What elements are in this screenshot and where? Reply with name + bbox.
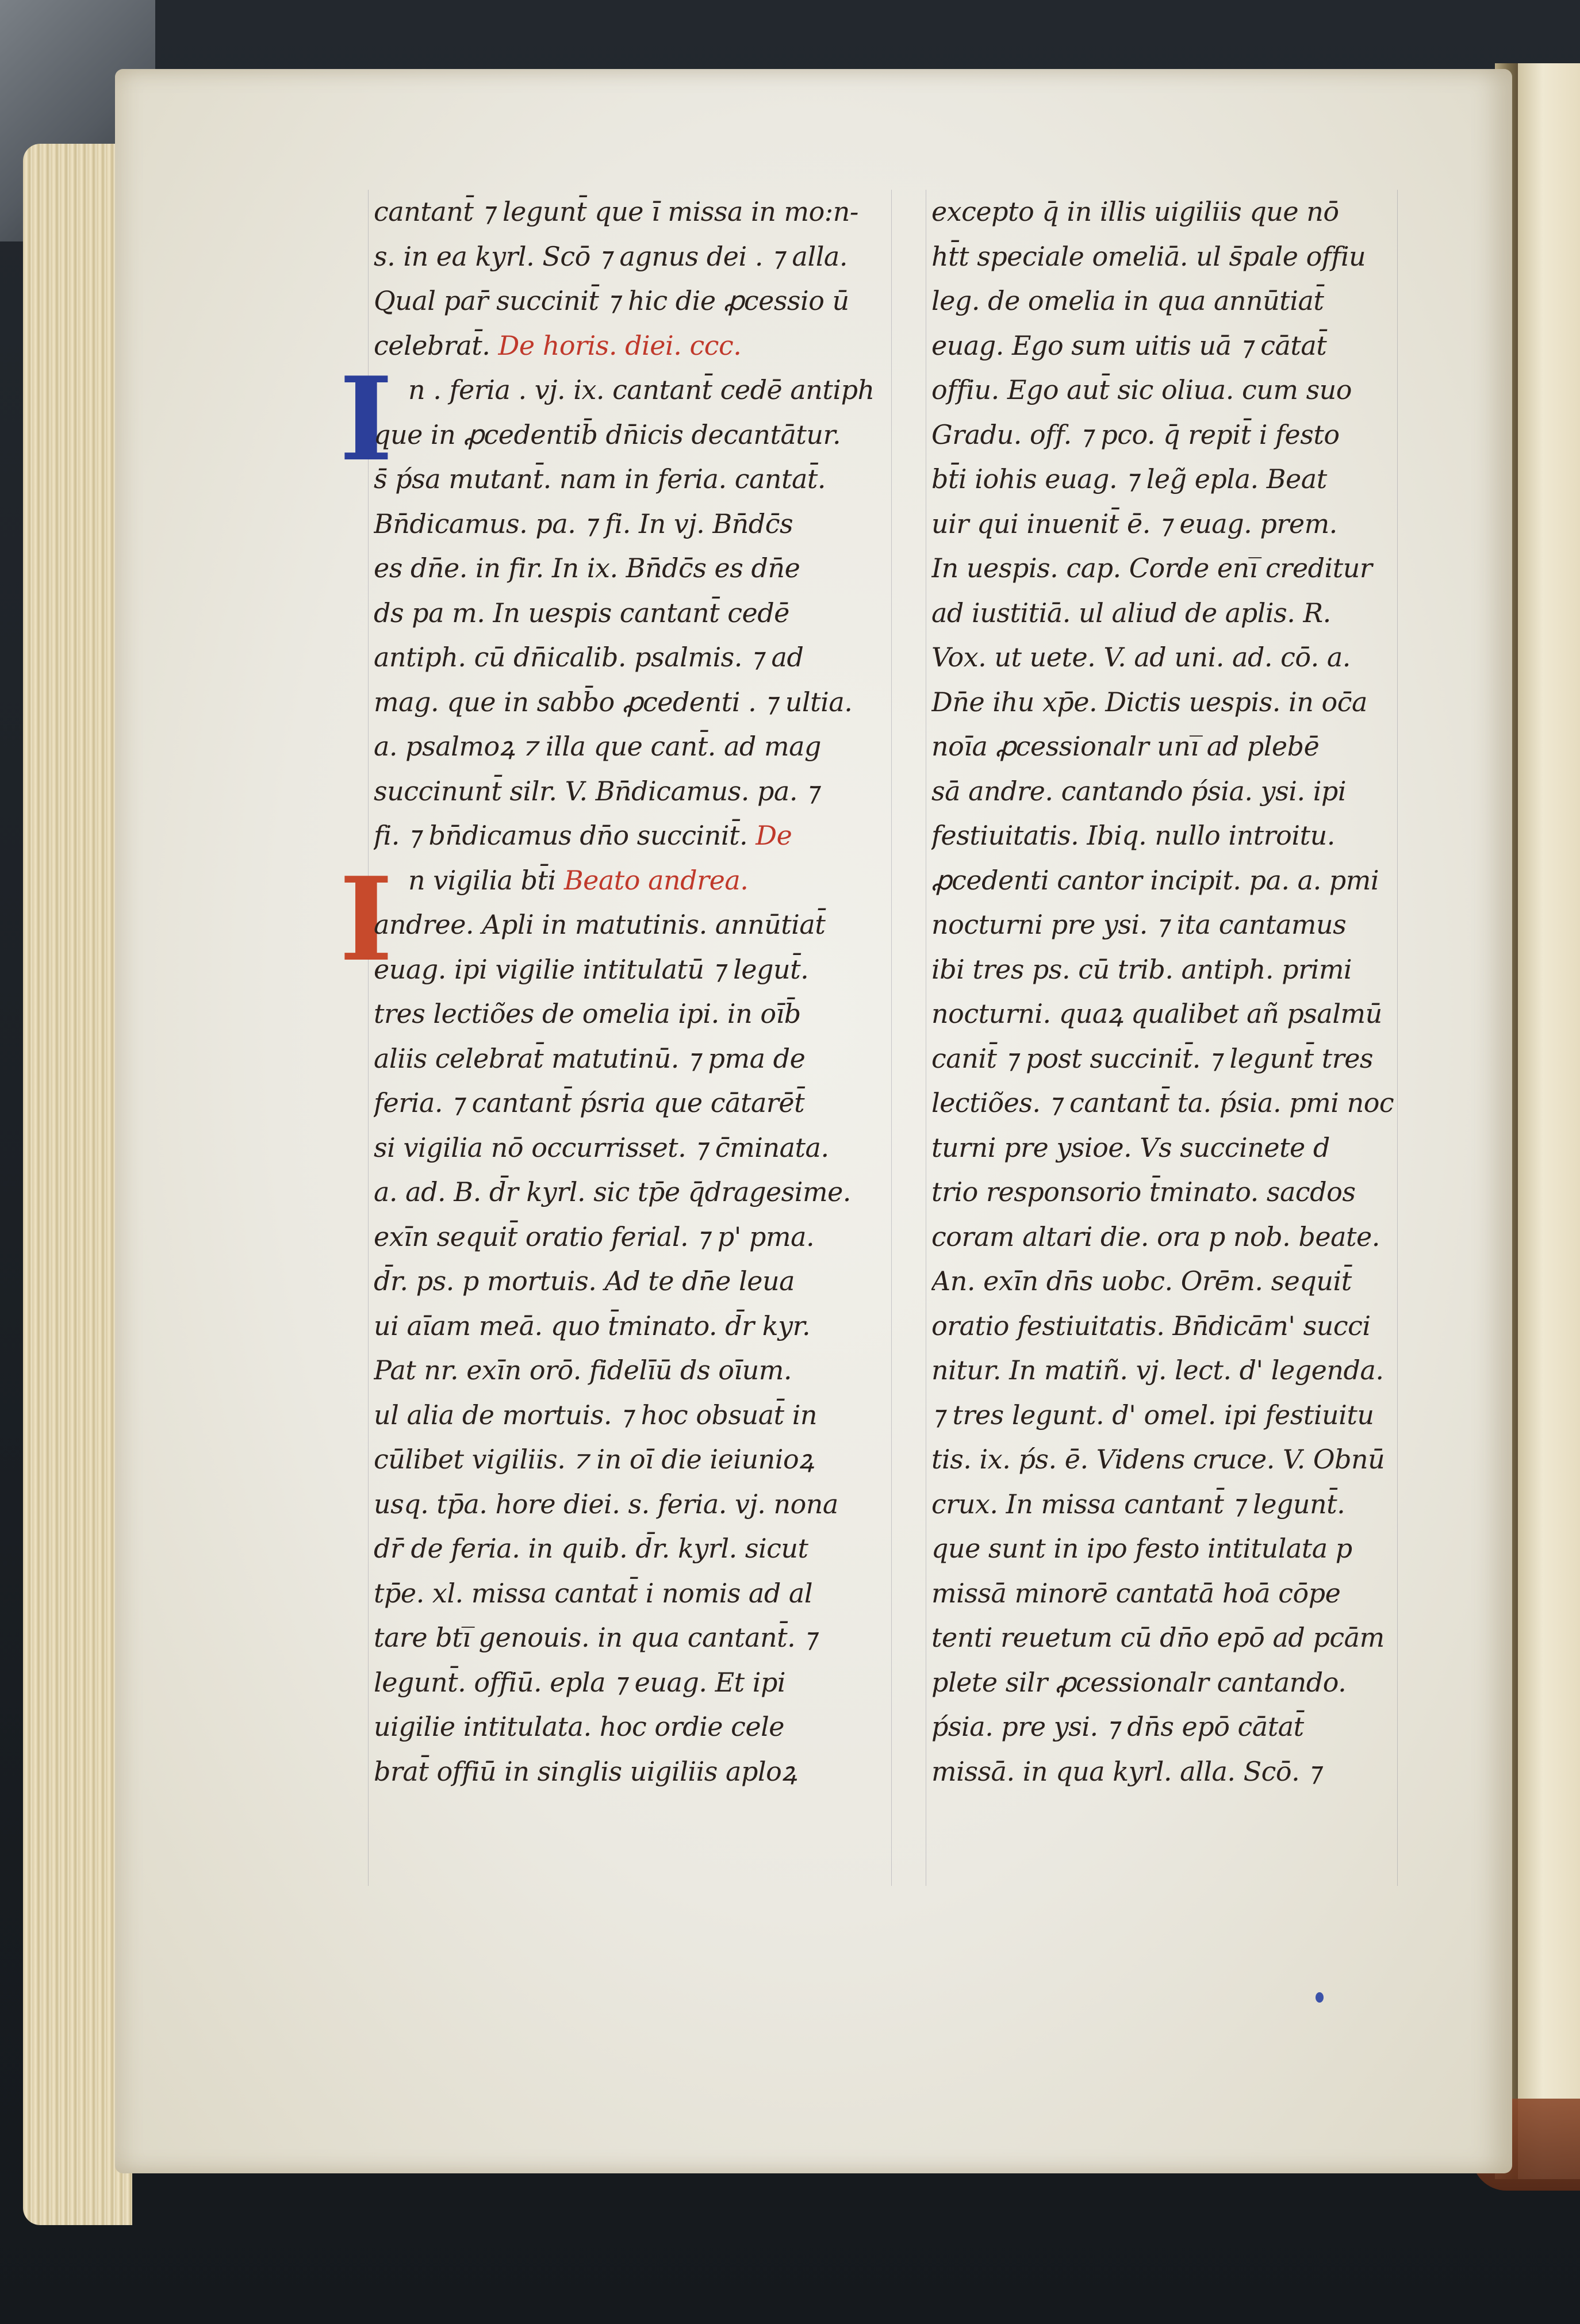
line-text: tres lectiões de omelia ipi. in oīb̄ (374, 998, 801, 1029)
line-text: Bn̄dicamus. pa. ⁊ fi. In vj. Bn̄dc̄s (374, 508, 793, 539)
line-text: celebrat̄. (374, 329, 490, 361)
line-text: nocturni. quaꝝ qualibet añ psalmū (931, 998, 1382, 1029)
line-text: n vigilia bt̄i (408, 864, 556, 896)
text-line (931, 1750, 1437, 1794)
line-text: coram altari die. ora p nob. beate. (931, 1221, 1380, 1252)
text-line (931, 724, 1437, 769)
line-text: missā. in qua kyrl. alla. Scō. ⁊ (931, 1755, 1321, 1787)
text-line (931, 1170, 1437, 1215)
text-line (374, 769, 880, 814)
line-text: que sunt in ipo festo intitulata p (931, 1533, 1352, 1564)
line-text: fi. ⁊ bn̄dicamus dn̄o succinit̄. (374, 820, 748, 851)
line-text: mag. que in sabb̄o ꝓcedenti . ⁊ ultia. (374, 686, 853, 718)
line-text: tis. ix. ṕs. ē. Videns cruce. V. Obnū (931, 1444, 1385, 1475)
rubric-text: De horis. diei. ccc. (498, 329, 742, 361)
text-line (374, 235, 880, 279)
line-text: usq. tp̄a. hore diei. s. feria. vj. nona (374, 1488, 838, 1520)
text-line (374, 1126, 880, 1171)
text-line (931, 635, 1437, 680)
text-line (931, 1616, 1437, 1660)
text-line (374, 1527, 880, 1571)
text-line (931, 769, 1437, 814)
line-text: ul alia de mortuis. ⁊ hoc obsuat̄ in (374, 1399, 818, 1431)
text-line (374, 368, 880, 413)
text-line (931, 903, 1437, 948)
line-text: cantant̄ ⁊ legunt̄ que ī missa in mo:n- (374, 196, 858, 227)
text-line (374, 903, 880, 948)
line-text: ibi tres ps. cū trib. antiph. primi (931, 953, 1352, 985)
line-text: tare bti̅ genouis. in qua cantant̄. ⁊ (374, 1622, 816, 1653)
rubric-text: Beato andrea. (563, 864, 749, 896)
line-text: euag. ipi vigilie intitulatū ⁊ legut̄. (374, 953, 809, 985)
text-line (931, 457, 1437, 502)
text-line (374, 1348, 880, 1393)
line-text: nitur. In matiñ. vj. lect. d' legenda. (931, 1355, 1384, 1386)
text-line (374, 1482, 880, 1527)
text-line (374, 279, 880, 324)
text-line (374, 1437, 880, 1482)
line-text: In uespis. cap. Corde eni̅ creditur (931, 553, 1372, 584)
line-text: canit̄ ⁊ post succinit̄. ⁊ legunt̄ tres (931, 1042, 1374, 1074)
text-line (931, 814, 1437, 858)
line-text: ad iustitiā. ul aliud de aplis. R. (931, 597, 1331, 628)
decorated-initial-blue: I (339, 352, 393, 487)
line-text: s̄ ṕsa mutant̄. nam in feria. cantat̄. (374, 463, 826, 494)
right-text-column (931, 190, 1437, 1794)
line-text: dr̄ de feria. in quib. d̄r. kyrl. sicut (374, 1533, 808, 1564)
text-line (931, 992, 1437, 1037)
decorated-initial-red: I (339, 852, 393, 987)
text-line (374, 591, 880, 636)
line-text: offiu. Ego aut̄ sic oliua. cum suo (931, 374, 1352, 405)
line-text: aliis celebrat̄ matutinū. ⁊ pma de (374, 1042, 806, 1074)
line-text: uir qui inuenit̄ ē. ⁊ euag. prem. (931, 508, 1337, 539)
line-text: oratio festiuitatis. Bn̄dicām' succi (931, 1310, 1371, 1341)
line-text: noīa ꝓcessionalr uni̅ ad plebē (931, 731, 1320, 762)
text-line (931, 1705, 1437, 1750)
text-line (931, 1081, 1437, 1126)
text-line (931, 368, 1437, 413)
line-text: plete silr ꝓcessionalr cantando. (931, 1666, 1347, 1698)
text-line (931, 1348, 1437, 1393)
text-line (374, 546, 880, 591)
line-text: festiuitatis. Ibiq. nullo introitu. (931, 820, 1335, 851)
text-line (374, 1705, 880, 1750)
text-line (931, 413, 1437, 458)
line-text: s. in ea kyrl. Scō ⁊ agnus dei . ⁊ alla. (374, 240, 847, 272)
text-line (374, 1750, 880, 1794)
text-line (931, 1527, 1437, 1571)
text-line (374, 1660, 880, 1705)
line-text: andree. Apli in matutinis. annūtiat̄ (374, 909, 826, 940)
text-line (931, 502, 1437, 547)
line-text: euag. Ego sum uitis uā ⁊ cātat̄ (931, 329, 1327, 361)
text-line (931, 1215, 1437, 1260)
left-text-column (374, 190, 880, 1794)
line-text: Qual par̄ succinit̄ ⁊ hic die ꝓcessio ū (374, 285, 849, 316)
text-line (931, 1482, 1437, 1527)
text-line (931, 1126, 1437, 1171)
line-text: ht̄t speciale omeliā. ul s̄pale offiu (931, 240, 1366, 272)
text-line (931, 324, 1437, 369)
line-text: uigilie intitulata. hoc ordie cele (374, 1711, 785, 1742)
line-text: ui aīam meā. quo t̄minato. d̄r kyr. (374, 1310, 811, 1341)
line-text: trio responsorio t̄minato. sacdos (931, 1176, 1356, 1207)
text-line (931, 546, 1437, 591)
line-text: brat̄ offiū in singlis uigiliis aploꝝ (374, 1755, 797, 1787)
line-text: tenti reuetum cū dn̄o epō ad pcām (931, 1622, 1385, 1653)
line-text: cūlibet vigiliis. ⁊ in oī die ieiunioꝝ (374, 1444, 814, 1475)
text-line (374, 1616, 880, 1660)
text-line (374, 635, 880, 680)
rubric-text: De (756, 820, 792, 851)
text-line (374, 992, 880, 1037)
text-line (374, 1304, 880, 1349)
line-text: ꝓcedenti cantor incipit. pa. a. pmi (931, 864, 1379, 896)
text-line (374, 1259, 880, 1304)
line-text: leg. de omelia in qua annūtiat̄ (931, 285, 1324, 316)
line-text: Pat nr. exīn orō. fidelīū ds oīum. (374, 1355, 792, 1386)
line-text: d̄r. ps. p mortuis. Ad te dn̄e leua (374, 1265, 795, 1297)
line-text: a. ad. B. d̄r kyrl. sic tp̄e q̄dragesime. (374, 1176, 851, 1207)
line-text: es dn̄e. in fir. In ix. Bn̄dc̄s es dn̄e (374, 553, 800, 584)
line-text: nocturni pre ysi. ⁊ ita cantamus (931, 909, 1347, 940)
line-text: bt̄i iohis euag. ⁊ leg̃ epla. Beat (931, 463, 1327, 494)
text-line (931, 279, 1437, 324)
text-line (374, 948, 880, 992)
line-text: legunt̄. offiū. epla ⁊ euag. Et ipi (374, 1666, 786, 1698)
text-line (374, 1571, 880, 1616)
text-line (931, 591, 1437, 636)
line-text: Vox. ut uete. V. ad uni. ad. cō. a. (931, 642, 1351, 673)
line-text: turni pre ysioe. Vs succinete d (931, 1132, 1330, 1163)
line-text: lectiões. ⁊ cantant̄ ta. ṕsia. pmi noc (931, 1087, 1394, 1118)
text-line (931, 948, 1437, 992)
line-text: ṕsia. pre ysi. ⁊ dn̄s epō cātat̄ (931, 1711, 1304, 1742)
text-line (374, 1037, 880, 1082)
ink-dot (1316, 1992, 1324, 2003)
line-text: antiph. cū dn̄icalib. psalmis. ⁊ ad (374, 642, 804, 673)
text-line (374, 324, 880, 369)
facing-page-edge (1518, 63, 1580, 2179)
text-line (374, 1170, 880, 1215)
text-line (374, 724, 880, 769)
text-line (931, 1437, 1437, 1482)
text-line (931, 1660, 1437, 1705)
line-text: excepto q̄ in illis uigiliis que nō (931, 196, 1339, 227)
text-line (374, 814, 880, 858)
text-line (374, 413, 880, 458)
line-text: si vigilia nō occurrisset. ⁊ c̄minata. (374, 1132, 829, 1163)
text-line (931, 1393, 1437, 1438)
text-line (931, 1259, 1437, 1304)
text-line (374, 1393, 880, 1438)
text-line (374, 1081, 880, 1126)
line-text: tp̄e. xl. missa cantat̄ i nomis ad al (374, 1577, 813, 1609)
text-line (374, 190, 880, 235)
text-line (931, 680, 1437, 725)
text-line (931, 1304, 1437, 1349)
line-text: Gradu. off. ⁊ pco. q̄ repit̄ i festo (931, 419, 1340, 450)
line-text: exīn sequit̄ oratio ferial. ⁊ p' pma. (374, 1221, 815, 1252)
line-text: An. exīn dn̄s uobc. Orēm. sequit̄ (931, 1265, 1352, 1297)
text-line (931, 190, 1437, 235)
line-text: a. psalmoꝝ ⁊ illa que cant̄. ad mag (374, 731, 821, 762)
line-text: ⁊ tres legunt. d' omel. ipi festiuitu (931, 1399, 1374, 1431)
line-text: feria. ⁊ cantant̄ ṕsria que cātarēt̄ (374, 1087, 805, 1118)
line-text: ds pa m. In uespis cantant̄ cedē (374, 597, 789, 628)
line-text: missā minorē cantatā hoā cōpe (931, 1577, 1341, 1609)
line-text: Dn̄e ihu xp̄e. Dictis uespis. in oc̄a (931, 686, 1367, 718)
line-text: que in ꝓcedentib̄ dn̄icis decantātur. (374, 419, 841, 450)
text-line (931, 235, 1437, 279)
text-line (931, 1571, 1437, 1616)
text-line (374, 502, 880, 547)
text-line (374, 1215, 880, 1260)
text-line (374, 457, 880, 502)
line-text: succinunt̄ silr. V. Bn̄dicamus. pa. ⁊ (374, 775, 819, 807)
line-text: crux. In missa cantant̄ ⁊ legunt̄. (931, 1488, 1345, 1520)
line-text: n . feria . vj. ix. cantant̄ cedē antiph (408, 374, 875, 405)
text-line (374, 680, 880, 725)
text-line (931, 858, 1437, 903)
ruling-line (891, 190, 892, 1886)
text-line (374, 858, 880, 903)
line-text: sā andre. cantando ṕsia. ysi. ipi (931, 775, 1347, 807)
text-line (931, 1037, 1437, 1082)
